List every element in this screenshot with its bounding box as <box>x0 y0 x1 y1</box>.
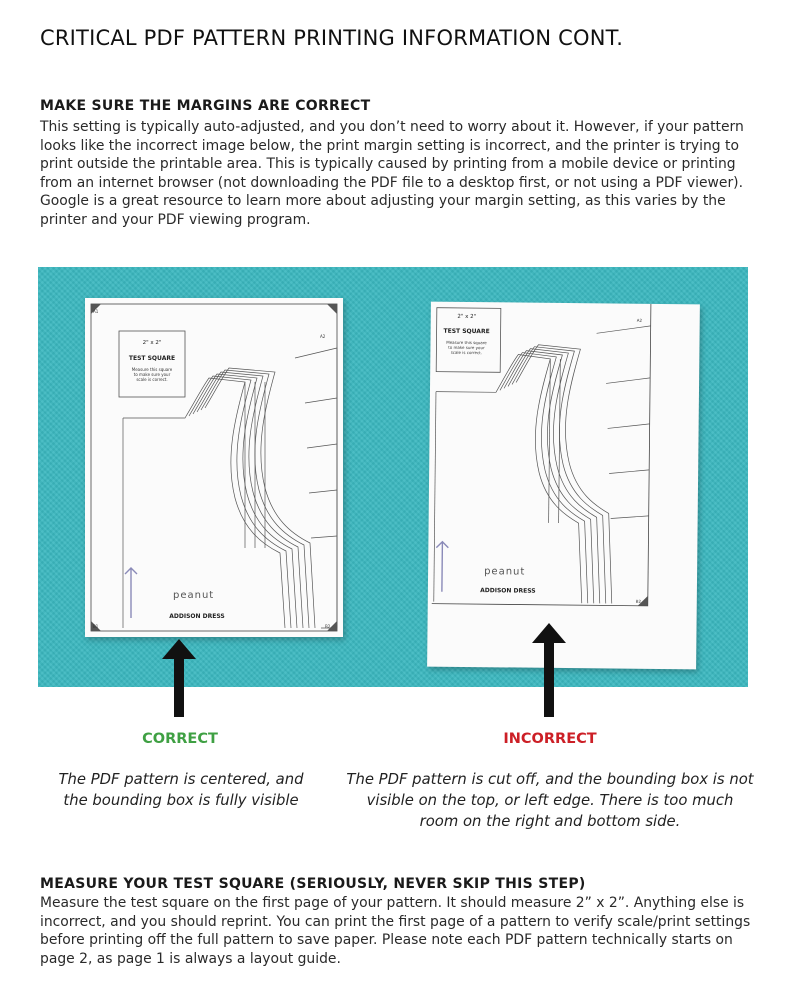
brand-logo: peanut <box>173 590 215 601</box>
brand-logo: peanut <box>484 566 526 578</box>
section-body-margins: This setting is typically auto-adjusted, and you don’t need to worry about it. However, if your pattern looks like the incorrect image below, the print margin setting is incorrect, and the printer is trying to print outside the printable area. This is typically caused by printing from a mobile device or printing from an internet browser (not downloading the PDF file to a desktop first, or not using a PDF viewer). Google is a great resource to learn more about adjusting your margin setting, as this varies by the printer and your PDF viewing program. <box>40 119 744 228</box>
correct-printout-sheet <box>85 298 343 637</box>
correct-caption: The PDF pattern is centered, and the bounding box is fully visible <box>58 771 304 809</box>
arrow-up-icon <box>162 639 196 687</box>
incorrect-arrow-shaft <box>544 687 554 717</box>
test-square-size: 2" x 2" <box>457 313 477 321</box>
corner-label-b1: B1 <box>93 624 99 629</box>
pattern-name: ADDISON DRESS <box>169 613 225 620</box>
arrow-up-icon <box>532 623 566 687</box>
corner-label-a1: A1 <box>93 309 99 314</box>
test-square-note-1: Measure this square <box>446 339 487 346</box>
test-square-title: TEST SQUARE <box>128 355 176 362</box>
test-square-note-2: to make sure your <box>133 372 171 377</box>
section-heading-margins: MAKE SURE THE MARGINS ARE CORRECT <box>40 98 371 114</box>
section-body-test-square: Measure the test square on the first page of your pattern. It should measure 2” x 2”. Anything else is incorrect, and you should reprint. You can print the first page of a pattern to verify scale/print settings before printing off the full pattern to save paper. Please note each PDF pattern technically starts on page 2, as page 1 is always a layout guide. <box>40 895 751 967</box>
comparison-photo <box>38 267 748 687</box>
page-label-a2: A2 <box>320 334 326 339</box>
test-square-note-3: scale is correct. <box>450 349 483 356</box>
test-square-title: TEST SQUARE <box>443 327 490 336</box>
section-heading-test-square: MEASURE YOUR TEST SQUARE (SERIOUSLY, NEVER SKIP THIS STEP) <box>40 876 586 892</box>
test-square-note-1: Measure this square <box>131 367 173 372</box>
incorrect-caption: The PDF pattern is cut off, and the bounding box is not visible on the top, or left edge. There is too much room on the right and bottom side. <box>346 771 754 830</box>
incorrect-pattern-drawing <box>427 302 700 670</box>
correct-arrow-shaft <box>174 687 184 717</box>
test-square-note-3: scale is correct. <box>136 377 168 382</box>
incorrect-label: INCORRECT <box>503 731 597 747</box>
test-square-size: 2" x 2" <box>142 340 162 346</box>
pattern-name: ADDISON DRESS <box>480 587 536 595</box>
corner-label-b2: B2 <box>635 598 642 604</box>
test-square-note-2: to make sure your <box>448 344 485 351</box>
correct-pattern-drawing <box>85 298 343 637</box>
page-label-a2: A2 <box>636 317 643 323</box>
corner-label-b2: B2 <box>325 624 331 629</box>
page-title: CRITICAL PDF PATTERN PRINTING INFORMATION CONT. <box>40 26 624 50</box>
correct-label: CORRECT <box>142 731 218 747</box>
incorrect-printout-sheet <box>427 302 700 670</box>
